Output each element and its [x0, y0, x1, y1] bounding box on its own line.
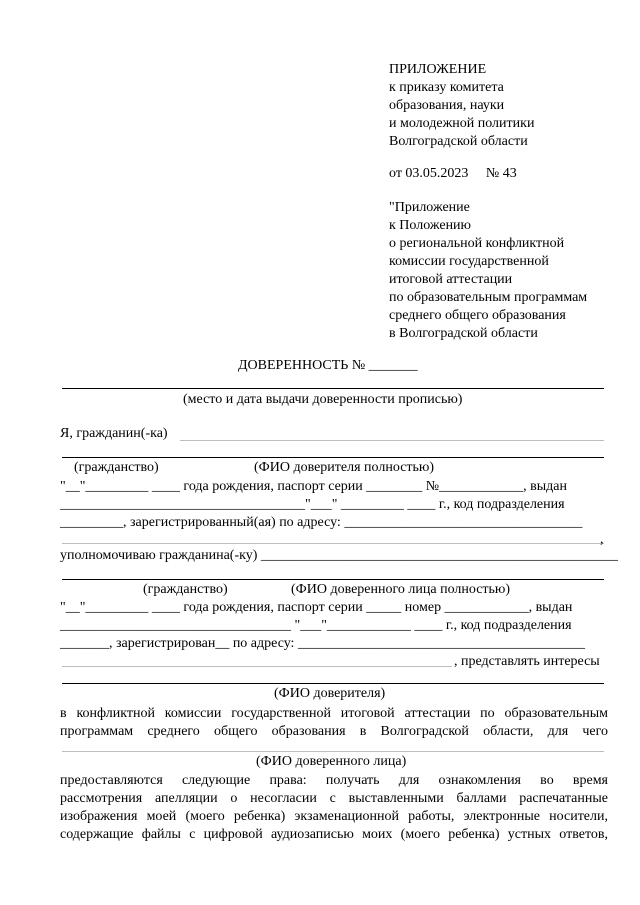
place-date-caption: (место и дата выдачи доверенности прописью)	[183, 392, 463, 407]
agent-issued-line: _________________________________ "___"____________ ____ г., код подразделения	[60, 618, 572, 633]
header-line-5: Волгоградской области	[389, 134, 528, 149]
principal-fio-caption: (ФИО доверителя полностью)	[254, 460, 435, 475]
agent-fio-field-line	[62, 579, 604, 580]
appendix-line-2: к Положению	[389, 218, 472, 233]
header-line-4: и молодежной политики	[389, 116, 535, 131]
citizenship-caption-1: (гражданство)	[74, 460, 159, 475]
appendix-line-4: комиссии государственной	[389, 254, 549, 269]
address-comma: ,	[600, 532, 604, 547]
citizenship-caption-2: (гражданство)	[143, 582, 228, 597]
citizen-label: Я, гражданин(-ка)	[60, 426, 168, 441]
agent-registered-line: _______, зарегистрирован__ по адресу: _________________________________________	[60, 636, 585, 651]
principal-issued-line: ___________________________________"___" _________ ____ г., код подразделения	[60, 497, 565, 512]
agent-address-line	[62, 666, 452, 667]
header-line-1: ПРИЛОЖЕНИЕ	[389, 62, 487, 77]
header-line-3: образования, науки	[389, 98, 505, 113]
rights-line-1: предоставляются следующие права: получать для ознакомления во время	[60, 773, 608, 788]
agent-field-line	[62, 751, 604, 752]
principal-address-line	[62, 543, 604, 544]
appendix-line-8: в Волгоградской области	[389, 326, 538, 341]
principal-passport-line: "__"_________ ____ года рождения, паспорт серии ________ №____________, выдан	[60, 479, 567, 494]
represent-label: , представлять интересы	[454, 654, 600, 669]
appendix-line-5: итоговой аттестации	[389, 272, 513, 287]
agent-passport-line: "__"_________ ____ года рождения, паспорт серии _____ номер ____________, выдан	[60, 600, 573, 615]
appendix-line-1: "Приложение	[389, 200, 470, 215]
agent-fio-caption: (ФИО доверенного лица полностью)	[291, 582, 511, 597]
appendix-line-6: по образовательным программам	[389, 290, 588, 305]
commission-line-2: программам среднего общего образования в Волгоградской области, для чего	[60, 724, 608, 739]
appendix-line-3: о региональной конфликтной	[389, 236, 565, 251]
order-date-number: от 03.05.2023 № 43	[389, 166, 517, 181]
rights-line-3: изображения моей (моего ребенка) экзаменационной работы, электронные носители,	[60, 809, 608, 824]
document-title: ДОВЕРЕННОСТЬ № _______	[238, 358, 418, 373]
appendix-line-7: среднего общего образования	[389, 308, 566, 323]
header-line-2: к приказу комитета	[389, 80, 504, 95]
agent-caption: (ФИО доверенного лица)	[256, 754, 407, 769]
place-date-field-line	[62, 388, 604, 389]
principal-fio-field-line	[62, 457, 604, 458]
principal-registered-line: _________, зарегистрированный(ая) по адресу: __________________________________	[60, 515, 583, 530]
principal-caption: (ФИО доверителя)	[274, 686, 386, 701]
citizen-field-line	[180, 440, 604, 441]
rights-line-2: рассмотрения апелляции о несогласии с выставленными баллами распечатанные	[60, 791, 608, 806]
rights-line-4: содержащие файлы с цифровой аудиозаписью моих (моего ребенка) устных ответов,	[60, 827, 608, 842]
commission-line-1: в конфликтной комиссии государственной итоговой аттестации по образовательным	[60, 706, 608, 721]
principal-field-line	[62, 683, 604, 684]
authorize-line: уполномочиваю гражданина(-ку) ___________________________________________________	[60, 548, 618, 563]
